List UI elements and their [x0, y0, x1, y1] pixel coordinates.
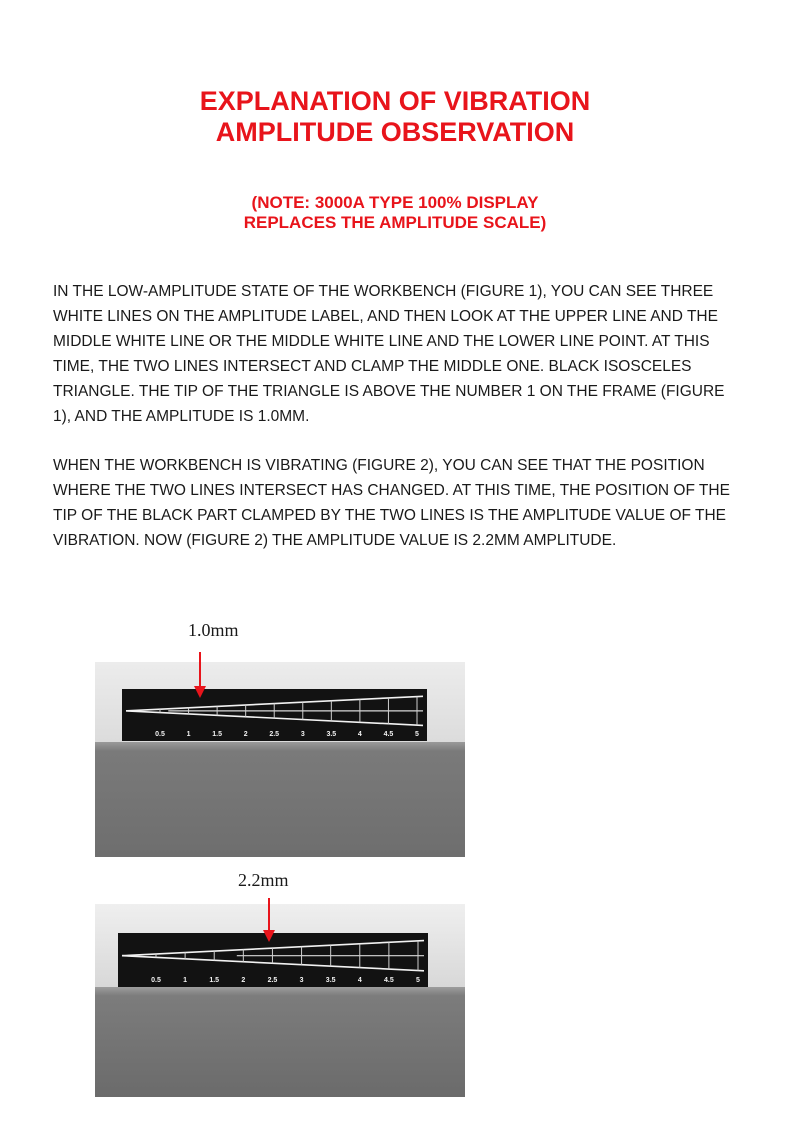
scale-tick-label: 4.5	[384, 977, 394, 984]
figure-1-photo	[95, 662, 465, 857]
scale-tick-label: 3	[300, 731, 305, 738]
scale-tick-label: 4	[357, 731, 362, 738]
title-line-2: AMPLITUDE OBSERVATION	[215, 117, 575, 147]
figure-1-label: 1.0mm	[188, 620, 239, 640]
scale-tick-label: 1	[186, 731, 191, 738]
figure-2-label: 2.2mm	[238, 870, 289, 890]
scale-tick-label: 4	[357, 977, 362, 984]
amplitude-label-1	[122, 689, 427, 741]
bench-body	[95, 742, 465, 857]
figure-2-photo	[95, 904, 465, 1097]
scale-tick-label: 2.5	[269, 731, 280, 738]
title-line-1: EXPLANATION OF VIBRATION	[199, 86, 591, 116]
note-line-2: REPLACES THE AMPLITUDE SCALE)	[243, 213, 547, 232]
note	[0, 193, 790, 233]
scale-tick-label: 3.5	[325, 977, 336, 984]
scale-tick-label: 2.5	[267, 977, 278, 984]
scale-tick-label: 5	[416, 977, 420, 984]
scale-tick-label: 0.5	[155, 731, 165, 738]
scale-tick-label: 5	[415, 731, 419, 738]
scale-tick-label: 4.5	[383, 731, 394, 738]
page-title	[0, 86, 790, 148]
scale-tick-label: 2	[241, 977, 246, 984]
note-line-1: (NOTE: 3000A TYPE 100% DISPLAY	[251, 193, 539, 212]
scale-tick-label: 0.5	[151, 977, 161, 984]
paragraph-figure-1: IN THE LOW-AMPLITUDE STATE OF THE WORKBENCH (FIGURE 1), YOU CAN SEE THREE WHITE LINES ON THE AMPLITUDE LABEL, AND THEN LOOK AT THE UPPER LINE AND THE MIDDLE WHITE LINE OR THE MIDDLE WHITE LINE AND THE LOWER LINE POINT. AT THIS TIME, THE TWO LINES INTERSECT AND CLAMP THE MIDDLE ONE. BLACK ISOSCELES TRIANGLE. THE TIP OF THE TRIANGLE IS ABOVE THE NUMBER 1 ON THE FRAME (FIGURE 1), AND THE AMPLITUDE IS 1.0MM.	[53, 283, 725, 425]
arrow-1	[190, 650, 210, 700]
paragraph-figure-2: WHEN THE WORKBENCH IS VIBRATING (FIGURE 2), YOU CAN SEE THAT THE POSITION WHERE THE TWO LINES INTERSECT HAS CHANGED. AT THIS TIME, THE POSITION OF THE TIP OF THE BLACK PART CLAMPED BY THE TWO LINES IS THE AMPLITUDE VALUE OF THE VIBRATION. NOW (FIGURE 2) THE AMPLITUDE VALUE IS 2.2MM AMPLITUDE.	[53, 457, 730, 549]
bench-body	[95, 987, 465, 1097]
scale-tick-label: 3	[299, 977, 304, 984]
scale-tick-label: 2	[243, 731, 248, 738]
scale-tick-label: 1.5	[212, 731, 222, 738]
scale-tick-label: 3.5	[326, 731, 337, 738]
scale-tick-label: 1.5	[209, 977, 220, 984]
arrow-2	[259, 896, 279, 944]
scale-tick-label: 1	[183, 977, 188, 984]
